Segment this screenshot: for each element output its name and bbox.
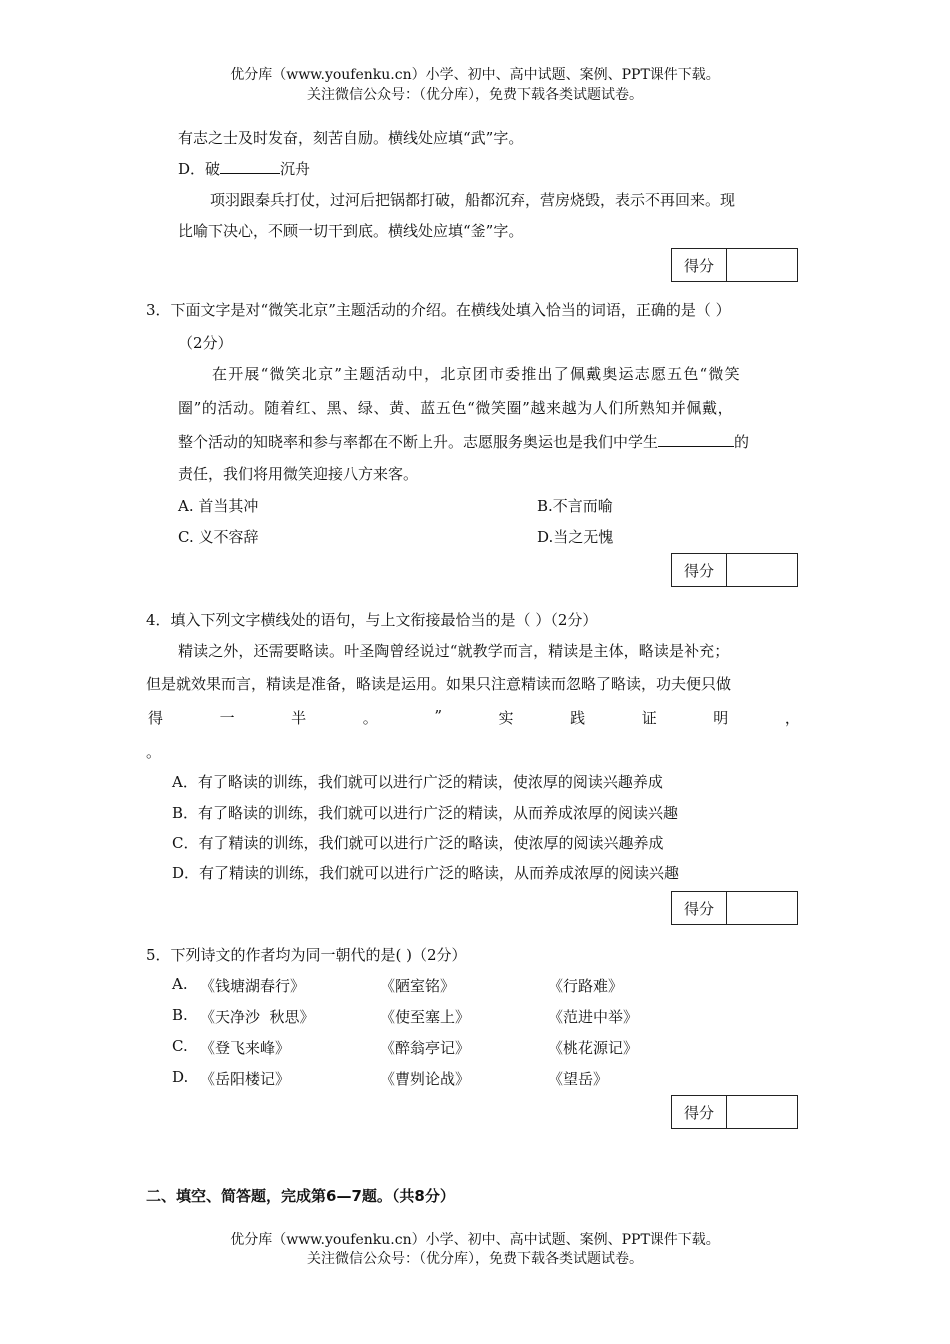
q5-row-d-work3: 《望岳》 (548, 1070, 609, 1088)
q3-passage-line4: 责任，我们将用微笑迎接八方来客。 (178, 465, 419, 483)
q4-char: 践 (570, 709, 586, 727)
q4-option-c: C．有了精读的训练，我们就可以进行广泛的略读，使浓厚的阅读兴趣养成 (172, 834, 664, 852)
page-footer-line2: 关注微信公众号：（优分库），免费下载各类试题试卷。 (307, 1251, 643, 1267)
q4-passage-line4: 。 (146, 743, 162, 761)
q4-char: 一 (219, 709, 235, 727)
q5-row-a-work2: 《陋室铭》 (380, 977, 456, 995)
page-header-line2: 关注微信公众号：（优分库），免费下载各类试题试卷。 (307, 87, 643, 103)
fill-blank (658, 432, 734, 447)
q3-option-a: A. 首当其冲 (178, 497, 259, 515)
score-value-cell (727, 554, 797, 586)
q5-stem: 5．下列诗文的作者均为同一朝代的是( )（2分） (146, 946, 467, 964)
score-box (671, 553, 798, 587)
score-box (671, 248, 798, 282)
q3-passage-line2: 圈”的活动。随着红、黑、绿、黄、蓝五色“微笑圈”越来越为人们所熟知并佩戴， (178, 399, 734, 417)
q5-row-a-work3: 《行路难》 (548, 977, 624, 995)
section-2-title: 二、填空、简答题，完成第6—7题。（共8分） (146, 1187, 455, 1205)
q4-option-a: A．有了略读的训练，我们就可以进行广泛的精读，使浓厚的阅读兴趣养成 (172, 773, 663, 791)
score-label: 得分 (672, 892, 727, 924)
q2-explanation-line1: 项羽跟秦兵打仗，过河后把锅都打破，船都沉弃，营房烧毁，表示不再回来。现 (210, 191, 736, 209)
q4-passage-line2: 但是就效果而言，精读是准备，略读是运用。如果只注意精读而忽略了略读，功夫便只做 (146, 675, 732, 693)
q4-char: 半 (291, 709, 307, 727)
score-label: 得分 (672, 249, 727, 281)
q3-points: （2分） (178, 334, 233, 352)
page-header-line1: 优分库（www.youfenku.cn）小学、初中、高中试题、案例、PPT课件下载。 (230, 67, 720, 83)
q5-row-d-work1: 《岳阳楼记》 (200, 1070, 291, 1088)
q3-option-b: B.不言而喻 (537, 497, 613, 515)
q4-option-b: B．有了略读的训练，我们就可以进行广泛的精读，从而养成浓厚的阅读兴趣 (172, 804, 679, 822)
q5-row-b-label: B. (172, 1006, 188, 1024)
q3-passage-line1: 在开展“微笑北京”主题活动中，北京团市委推出了佩戴奥运志愿五色“微笑 (212, 365, 741, 383)
q4-char: ， (784, 709, 800, 727)
score-value-cell (727, 892, 797, 924)
q5-row-c-label: C. (172, 1037, 188, 1055)
page-footer-line1: 优分库（www.youfenku.cn）小学、初中、高中试题、案例、PPT课件下载。 (230, 1232, 720, 1248)
fill-blank (220, 159, 280, 174)
q2-option-d (178, 158, 310, 179)
score-label: 得分 (672, 1096, 727, 1128)
q4-char: 得 (148, 709, 164, 727)
q5-row-d-work2: 《曹刿论战》 (380, 1070, 471, 1088)
q4-stem: 4．填入下列文字横线处的语句，与上文衔接最恰当的是（ ）（2分） (146, 611, 598, 629)
q3-option-c: C. 义不容辞 (178, 528, 259, 546)
q5-row-a-label: A. (172, 975, 188, 993)
q5-row-c-work1: 《登飞来峰》 (200, 1039, 291, 1057)
q2-text-line: 有志之士及时发奋，刻苦自励。横线处应填“武”字。 (178, 129, 524, 147)
q5-row-b-work3: 《范进中举》 (548, 1008, 639, 1026)
q2-explanation-line2: 比喻下决心，不顾一切干到底。横线处应填“釜”字。 (178, 222, 524, 240)
q5-row-b-work2: 《使至塞上》 (380, 1008, 471, 1026)
q5-row-b-work1: 《天净沙 秋思》 (200, 1008, 315, 1026)
q2-option-d-suffix: 沉舟 (280, 160, 311, 178)
score-box (671, 891, 798, 925)
score-value-cell (727, 1096, 797, 1128)
q5-row-c-work2: 《醉翁亭记》 (380, 1039, 471, 1057)
q4-char: 证 (641, 709, 657, 727)
score-label: 得分 (672, 554, 727, 586)
score-box (671, 1095, 798, 1129)
q4-passage-line1: 精读之外，还需要略读。叶圣陶曾经说过“就教学而言，精读是主体，略读是补充； (178, 642, 730, 660)
q3-passage-line3 (178, 431, 749, 452)
q3-passage-line3-end: 的 (734, 433, 750, 451)
q5-row-c-work3: 《桃花源记》 (548, 1039, 639, 1057)
q4-char: 。 (362, 709, 378, 727)
score-value-cell (727, 249, 797, 281)
q4-option-d: D．有了精读的训练，我们就可以进行广泛的略读，从而养成浓厚的阅读兴趣 (172, 864, 680, 882)
q5-row-d-label: D. (172, 1068, 189, 1086)
q3-option-d: D.当之无愧 (537, 528, 614, 546)
q4-char: 明 (713, 709, 729, 727)
q4-char: ” (434, 707, 442, 725)
q4-passage-line3 (148, 707, 800, 728)
q3-passage-line3-text: 整个活动的知晓率和参与率都在不断上升。志愿服务奥运也是我们中学生 (178, 433, 659, 451)
q5-row-a-work1: 《钱塘湖春行》 (200, 977, 306, 995)
q3-stem: 3．下面文字是对“微笑北京”主题活动的介绍。在横线处填入恰当的词语，正确的是（ ） (146, 301, 731, 319)
q2-option-d-label: D．破 (178, 160, 221, 178)
q4-char: 实 (498, 709, 514, 727)
